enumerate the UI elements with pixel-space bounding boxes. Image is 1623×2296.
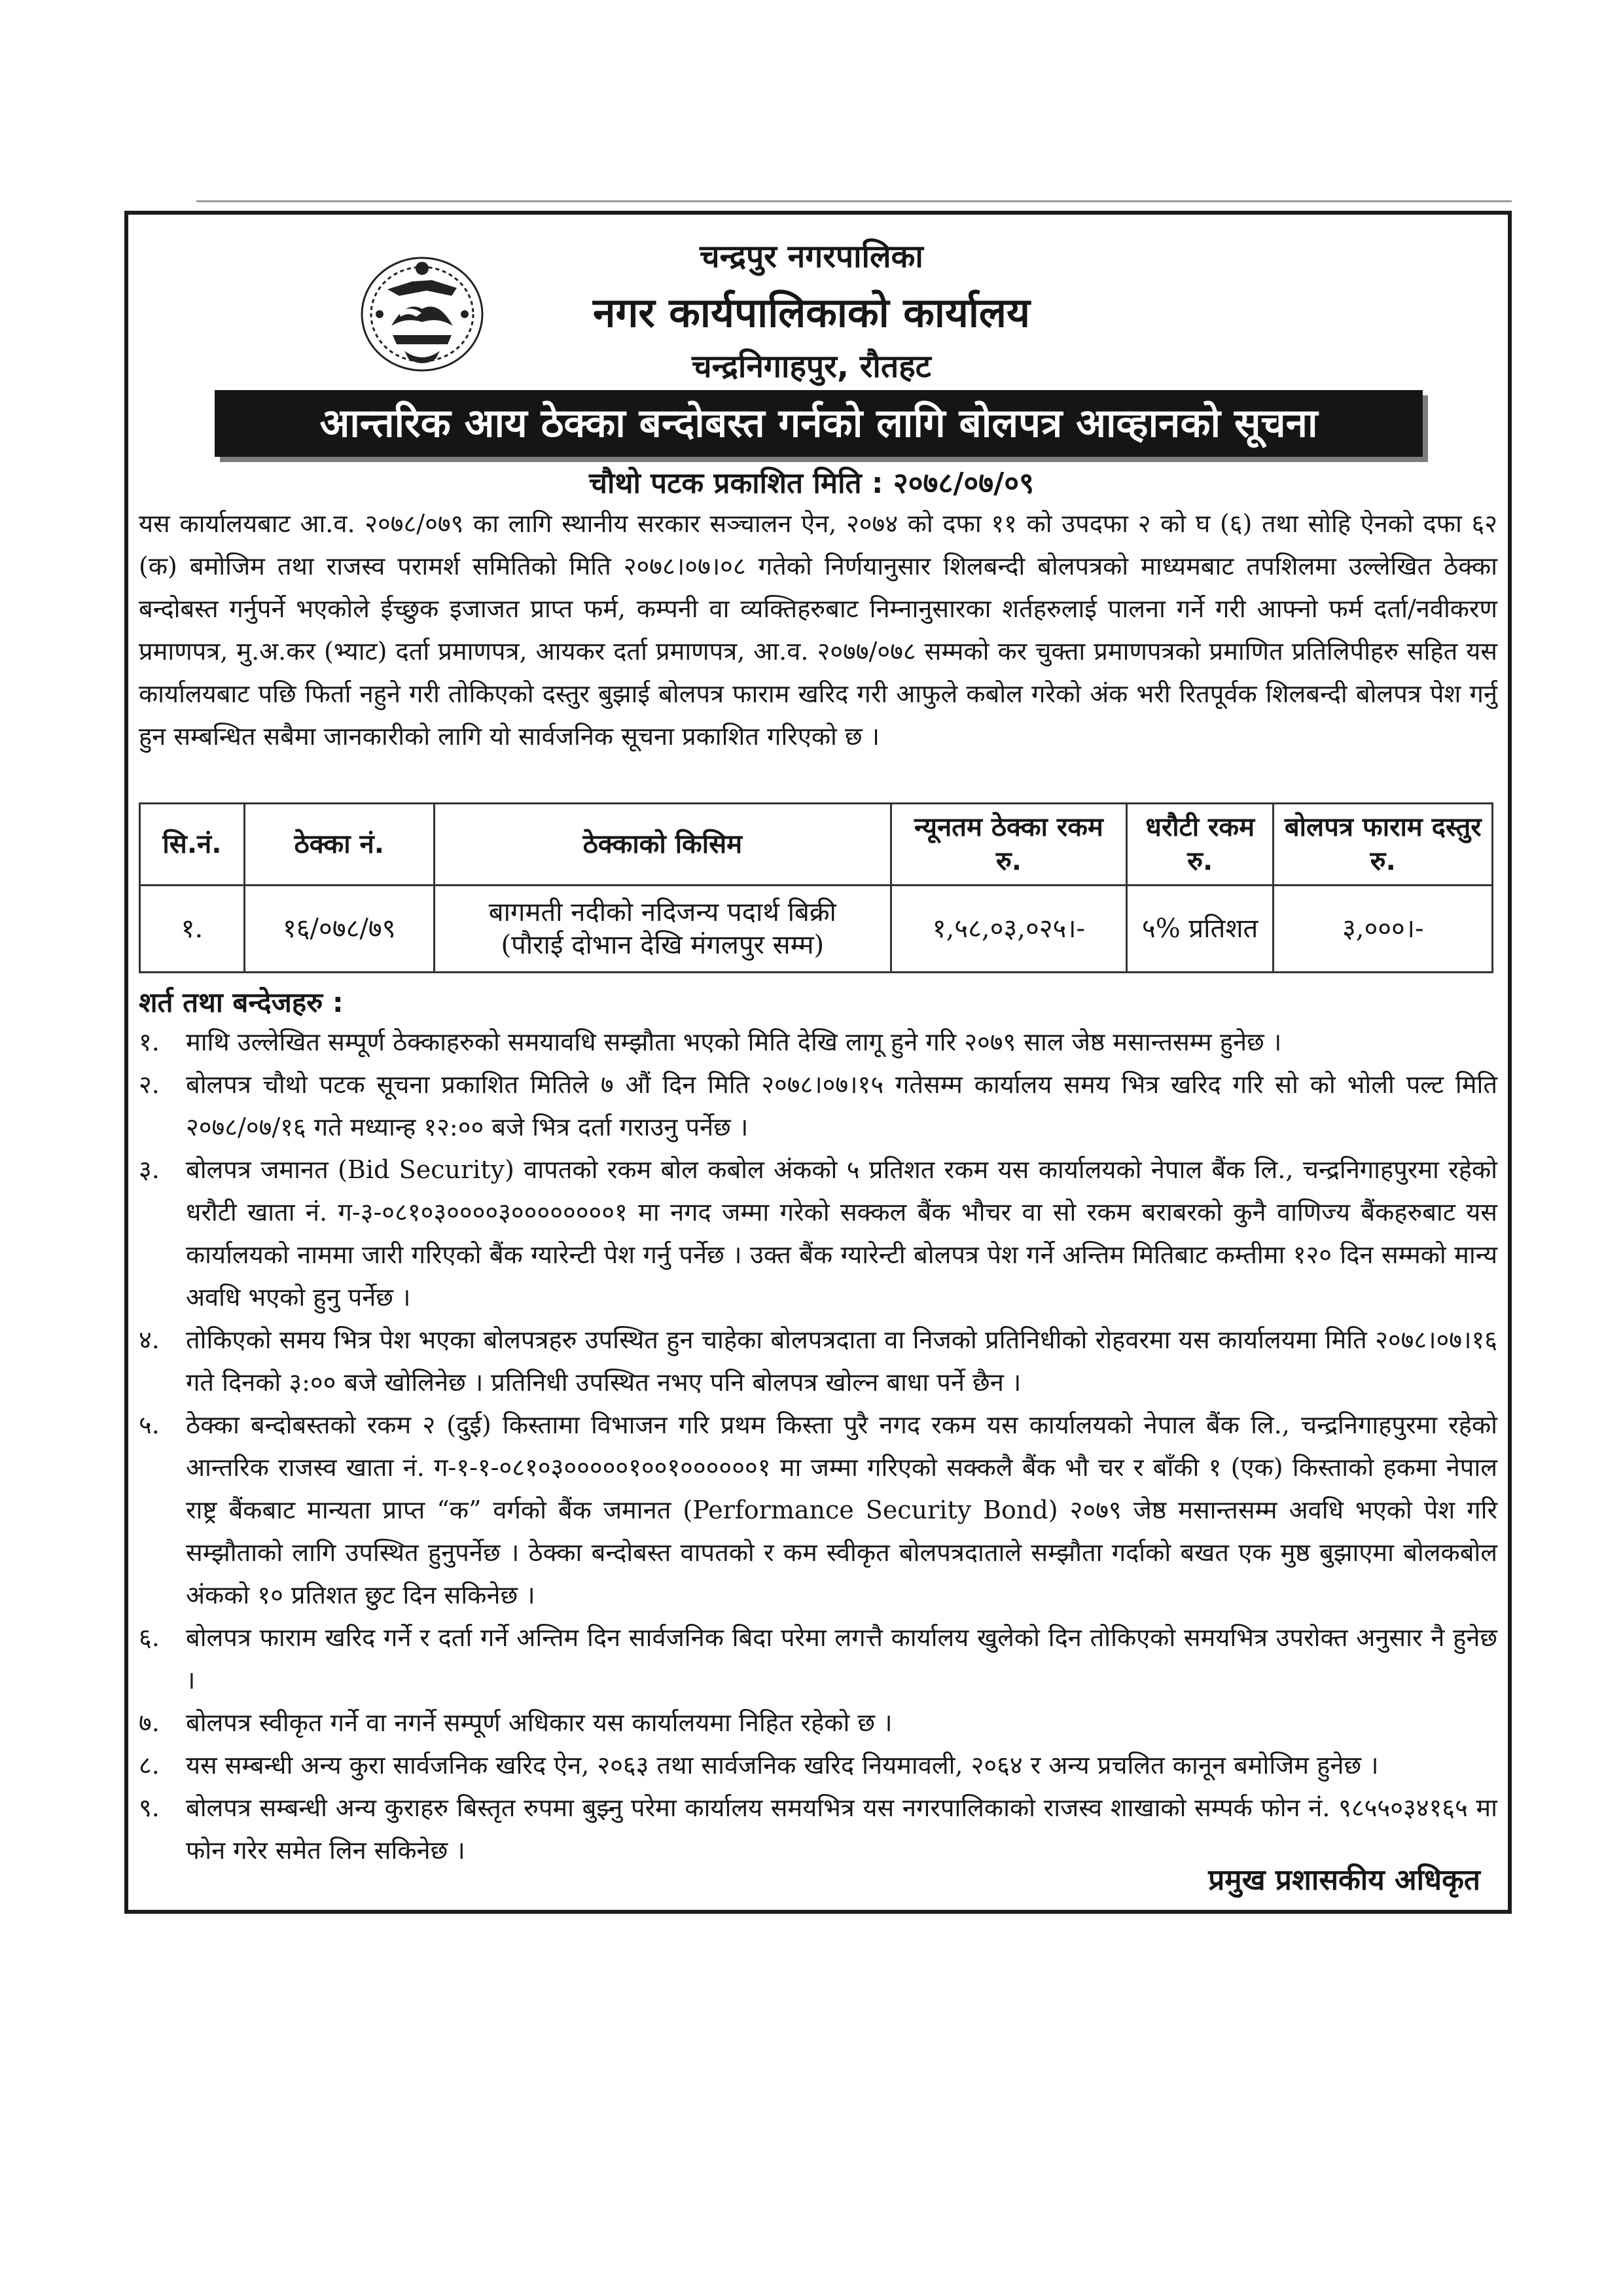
- condition-item: [139, 1021, 1497, 1064]
- condition-text: बोलपत्र फाराम खरिद गर्ने र दर्ता गर्ने अन्तिम दिन सार्वजनिक बिदा परेमा लगत्तै कार्यालय खुलेको दिन तोकिएको समयभित्र उपरोक्त अनुसार नै हुनेछ ।: [186, 1623, 1497, 1695]
- cell-contract-type: [434, 886, 891, 973]
- published-date: चौथो पटक प्रकाशित मिति : २०७८/०७/०९: [589, 467, 1034, 500]
- col-header-contract-type: ठेक्काको किसिम: [434, 804, 891, 886]
- office-name: नगर कार्यपालिकाको कार्यालय: [593, 289, 1030, 336]
- condition-item: [139, 1617, 1497, 1702]
- condition-item: [139, 1149, 1497, 1319]
- conditions-list: [139, 1021, 1497, 1872]
- notice-title-banner: आन्तरिक आय ठेक्का बन्दोबस्त गर्नको लागि बोलपत्र आव्हानको सूचना: [215, 390, 1423, 457]
- condition-number: ८.: [139, 1751, 160, 1780]
- intro-paragraph: यस कार्यालयबाट आ.व. २०७८/०७९ का लागि स्थानीय सरकार सञ्चालन ऐन, २०७४ को दफा ११ को उपदफा २ को घ (६) तथा सोहि ऐनको दफा ६२ (क) बमोजिम तथा राजस्व परामर्श समितिको मिति २०७८।०७।०८ गतेको निर्णयानुसार शिलबन्दी बोलपत्रको माध्यमबाट तपशिलमा उल्लेखित ठेक्का बन्दोबस्त गर्नुपर्ने भएकोले ईच्छुक इजाजत प्राप्त फर्म, कम्पनी वा व्यक्तिहरुबाट निम्नानुसारका शर्तहरुलाई पालना गर्ने गरी आफ्नो फर्म दर्ता/नवीकरण प्रमाणपत्र, मु.अ.कर (भ्याट) दर्ता प्रमाणपत्र, आयकर दर्ता प्रमाणपत्र, आ.व. २०७७/०७८ सम्मको कर चुक्ता प्रमाणपत्रको प्रमाणित प्रतिलिपीहरु सहित यस कार्यालयबाट पछि फिर्ता नहुने गरी तोकिएको दस्तुर बुझाई बोलपत्र फाराम खरिद गरी आफुले कबोल गरेको अंक भरी रितपूर्वक शिलबन्दी बोलपत्र पेश गर्नु हुन सम्बन्धित सबैमा जानकारीको लागि यो सार्वजनिक सूचना प्रकाशित गरिएको छ ।: [139, 509, 1497, 751]
- condition-number: ९.: [139, 1793, 160, 1822]
- contract-type-line1: बागमती नदीको नदिजन्य पदार्थ बिक्री: [488, 897, 836, 927]
- table-header-row: [140, 804, 1493, 886]
- condition-text: बोलपत्र जमानत (Bid Security) वापतको रकम बोल कबोल अंकको ५ प्रतिशत रकम यस कार्यालयको नेपाल बैंक लि., चन्द्रनिगाहपुरमा रहेको धरौटी खाता नं. ग-३-०८१०३००००३००००००००१ मा नगद जम्मा गरेको सक्कल बैंक भौचर वा सो रकम बराबरको कुनै वाणिज्य बैंकहरुबाट यस कार्यालयको नाममा जारी गरिएको बैंक ग्यारेन्टी पेश गर्नु पर्नेछ । उक्त बैंक ग्यारेन्टी बोलपत्र पेश गर्ने अन्तिम मितिबाट कम्तीमा १२० दिन सम्मको मान्य अवधि भएको हुनु पर्नेछ ।: [186, 1155, 1497, 1312]
- table-row: [140, 886, 1493, 973]
- cell-deposit: ५% प्रतिशत: [1126, 886, 1274, 973]
- condition-text: ठेक्का बन्दोबस्तको रकम २ (दुई) किस्तामा विभाजन गरि प्रथम किस्ता पुरै नगद रकम यस कार्यालयको नेपाल बैंक लि., चन्द्रनिगाहपुरमा रहेको आन्तरिक राजस्व खाता नं. ग-१-१-०८१०३०००००१००१००००००१ मा जम्मा गरिएको सक्कलै बैंक भौ चर र बाँकी १ (एक) किस्ताको हकमा नेपाल राष्ट्र बैंकबाट मान्यता प्राप्त “क” वर्गको बैंक जमानत (Performance Security Bond) २०७९ जेष्ठ मसान्तसम्म अवधि भएको पेश गरि सम्झौताको लागि उपस्थित हुनुपर्नेछ । ठेक्का बन्दोबस्त वापतको र कम स्वीकृत बोलपत्रदाताले सम्झौता गर्दाको बखत एक मुष्ठ बुझाएमा बोलकबोल अंकको १० प्रतिशत छुट दिन सकिनेछ ।: [186, 1410, 1497, 1609]
- top-rule: [196, 200, 1512, 202]
- condition-item: [139, 1702, 1497, 1744]
- condition-item: [139, 1319, 1497, 1404]
- condition-item: [139, 1744, 1497, 1787]
- col-header-min-amount: न्यूनतम ठेक्का रकम रु.: [891, 804, 1127, 886]
- cell-contract-no: १६/०७८/७९: [244, 886, 434, 973]
- condition-text: बोलपत्र सम्बन्धी अन्य कुराहरु बिस्तृत रुपमा बुझ्नु परेमा कार्यालय समयभित्र यस नगरपालिकाको राजस्व शाखाको सम्पर्क फोन नं. ९८५५०३४१६५ मा फोन गरेर समेत लिन सकिनेछ ।: [186, 1793, 1497, 1865]
- condition-number: ४.: [139, 1325, 160, 1354]
- condition-number: २.: [139, 1070, 160, 1099]
- condition-number: ३.: [139, 1155, 160, 1184]
- condition-number: ७.: [139, 1708, 160, 1737]
- condition-number: ६.: [139, 1623, 160, 1652]
- condition-item: [139, 1404, 1497, 1617]
- signatory-title: प्रमुख प्रशासकीय अधिकृत: [1208, 1863, 1480, 1897]
- cell-min-amount: १,५८,०३,०२५।-: [891, 886, 1127, 973]
- condition-text: बोलपत्र स्वीकृत गर्ने वा नगर्ने सम्पूर्ण अधिकार यस कार्यालयमा निहित रहेको छ ।: [186, 1708, 893, 1737]
- col-header-contract-no: ठेक्का नं.: [244, 804, 434, 886]
- contract-table: [139, 802, 1493, 973]
- condition-text: तोकिएको समय भित्र पेश भएका बोलपत्रहरु उपस्थित हुन चाहेका बोलपत्रदाता वा निजको प्रतिनिधीको रोहवरमा यस कार्यालयमा मिति २०७८।०७।१६ गते दिनको ३:०० बजे खोलिनेछ । प्रतिनिधी उपस्थित नभए पनि बोलपत्र खोल्न बाधा पर्ने छैन ।: [186, 1325, 1497, 1397]
- condition-text: माथि उल्लेखित सम्पूर्ण ठेक्काहरुको समयावधि सम्झौता भएको मिति देखि लागू हुने गरि २०७९ साल जेष्ठ मसान्तसम्म हुनेछ ।: [186, 1028, 1282, 1056]
- conditions-title: शर्त तथा बन्देजहरु :: [139, 986, 344, 1018]
- condition-text: बोलपत्र चौथो पटक सूचना प्रकाशित मितिले ७ औं दिन मिति २०७८।०७।१५ गतेसम्म कार्यालय समय भित्र खरिद गरि सो को भोली पल्ट मिति २०७८/०७/१६ गते मध्यान्ह १२:०० बजे भित्र दर्ता गराउनु पर्नेछ ।: [186, 1070, 1497, 1141]
- municipality-name: चन्द्रपुर नगरपालिका: [700, 238, 923, 275]
- cell-sn: १.: [140, 886, 245, 973]
- condition-text: यस सम्बन्धी अन्य कुरा सार्वजनिक खरिद ऐन, २०६३ तथा सार्वजनिक खरिद नियमावली, २०६४ र अन्य प्रचलित कानून बमोजिम हुनेछ ।: [186, 1751, 1379, 1780]
- condition-item: [139, 1064, 1497, 1149]
- office-location: चन्द्रनिगाहपुर, रौतहट: [692, 348, 931, 385]
- cell-form-fee: ३,०००।-: [1274, 886, 1493, 973]
- contract-type-line2: (पौराई दोभान देखि मंगलपुर सम्म): [501, 930, 825, 960]
- condition-number: ५.: [139, 1410, 160, 1439]
- col-header-form-fee: बोलपत्र फाराम दस्तुर रु.: [1274, 804, 1493, 886]
- col-header-sn: सि.नं.: [140, 804, 245, 886]
- condition-number: १.: [139, 1028, 160, 1056]
- col-header-deposit: धरौटी रकम रु.: [1126, 804, 1274, 886]
